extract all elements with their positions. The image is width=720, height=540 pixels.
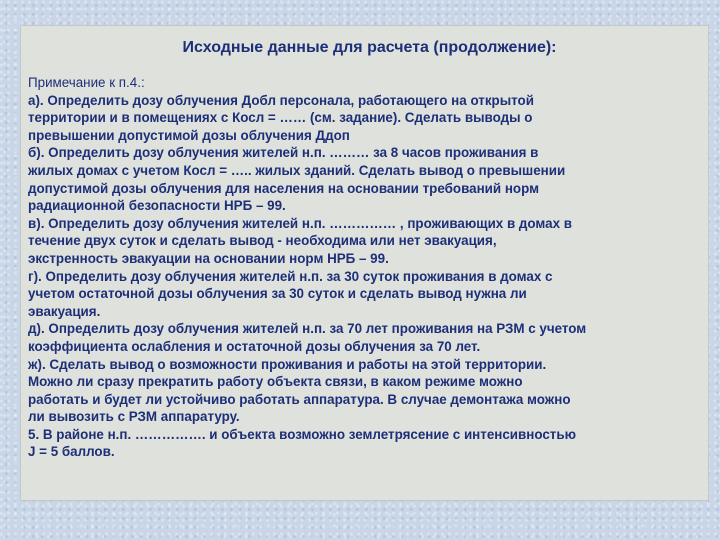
body-line: течение двух суток и сделать вывод - необходима или нет эвакуация, xyxy=(28,233,497,249)
body-line: эвакуация. xyxy=(28,303,101,319)
body-line: Можно ли сразу прекратить работу объекта связи, в каком режиме можно xyxy=(28,374,523,390)
slide-panel xyxy=(20,25,709,501)
body-line: экстренность эвакуации на основании норм НРБ – 99. xyxy=(28,250,389,266)
body-line: д). Определить дозу облучения жителей н.п. за 70 лет проживания на РЗМ с учетом xyxy=(28,321,587,337)
body-line: J = 5 баллов. xyxy=(28,444,115,460)
note-heading: Примечание к п.4.: xyxy=(28,75,145,90)
body-line: в). Определить дозу облучения жителей н.п. …………… , проживающих в домах в xyxy=(28,215,572,231)
body-line: г). Определить дозу облучения жителей н.п. за 30 суток проживания в домах с xyxy=(28,268,553,284)
body-line: учетом остаточной дозы облучения за 30 суток и сделать вывод нужна ли xyxy=(28,286,527,302)
body-line: ж). Сделать вывод о возможности проживания и работы на этой территории. xyxy=(28,356,547,372)
body-line: 5. В районе н.п. ……………. и объекта возможно землетрясение с интенсивностью xyxy=(28,426,577,442)
slide-title: Исходные данные для расчета (продолжение): xyxy=(182,39,557,56)
body-line: работать и будет ли устойчиво работать аппаратура. В случае демонтажа можно xyxy=(28,391,571,407)
body-line: превышении допустимой дозы облучения Ддоп xyxy=(28,127,350,143)
body-line: радиационной безопасности НРБ – 99. xyxy=(28,198,286,214)
body-line: территории и в помещениях с Косл = …… (см. задание). Сделать выводы о xyxy=(28,110,533,126)
body-line: коэффициента ослабления и остаточной дозы облучения за 70 лет. xyxy=(28,338,481,354)
body-line: а). Определить дозу облучения Добл персонала, работающего на открытой xyxy=(28,92,534,108)
body-line: ли вывозить с РЗМ аппаратуру. xyxy=(28,409,240,425)
slide-body xyxy=(28,74,706,461)
body-line: допустимой дозы облучения для населения на основании требований норм xyxy=(28,180,540,196)
body-line: жилых домах с учетом Косл = ….. жилых зданий. Сделать вывод о превышении xyxy=(28,162,566,178)
body-line: б). Определить дозу облучения жителей н.п. ……… за 8 часов проживания в xyxy=(28,145,539,161)
